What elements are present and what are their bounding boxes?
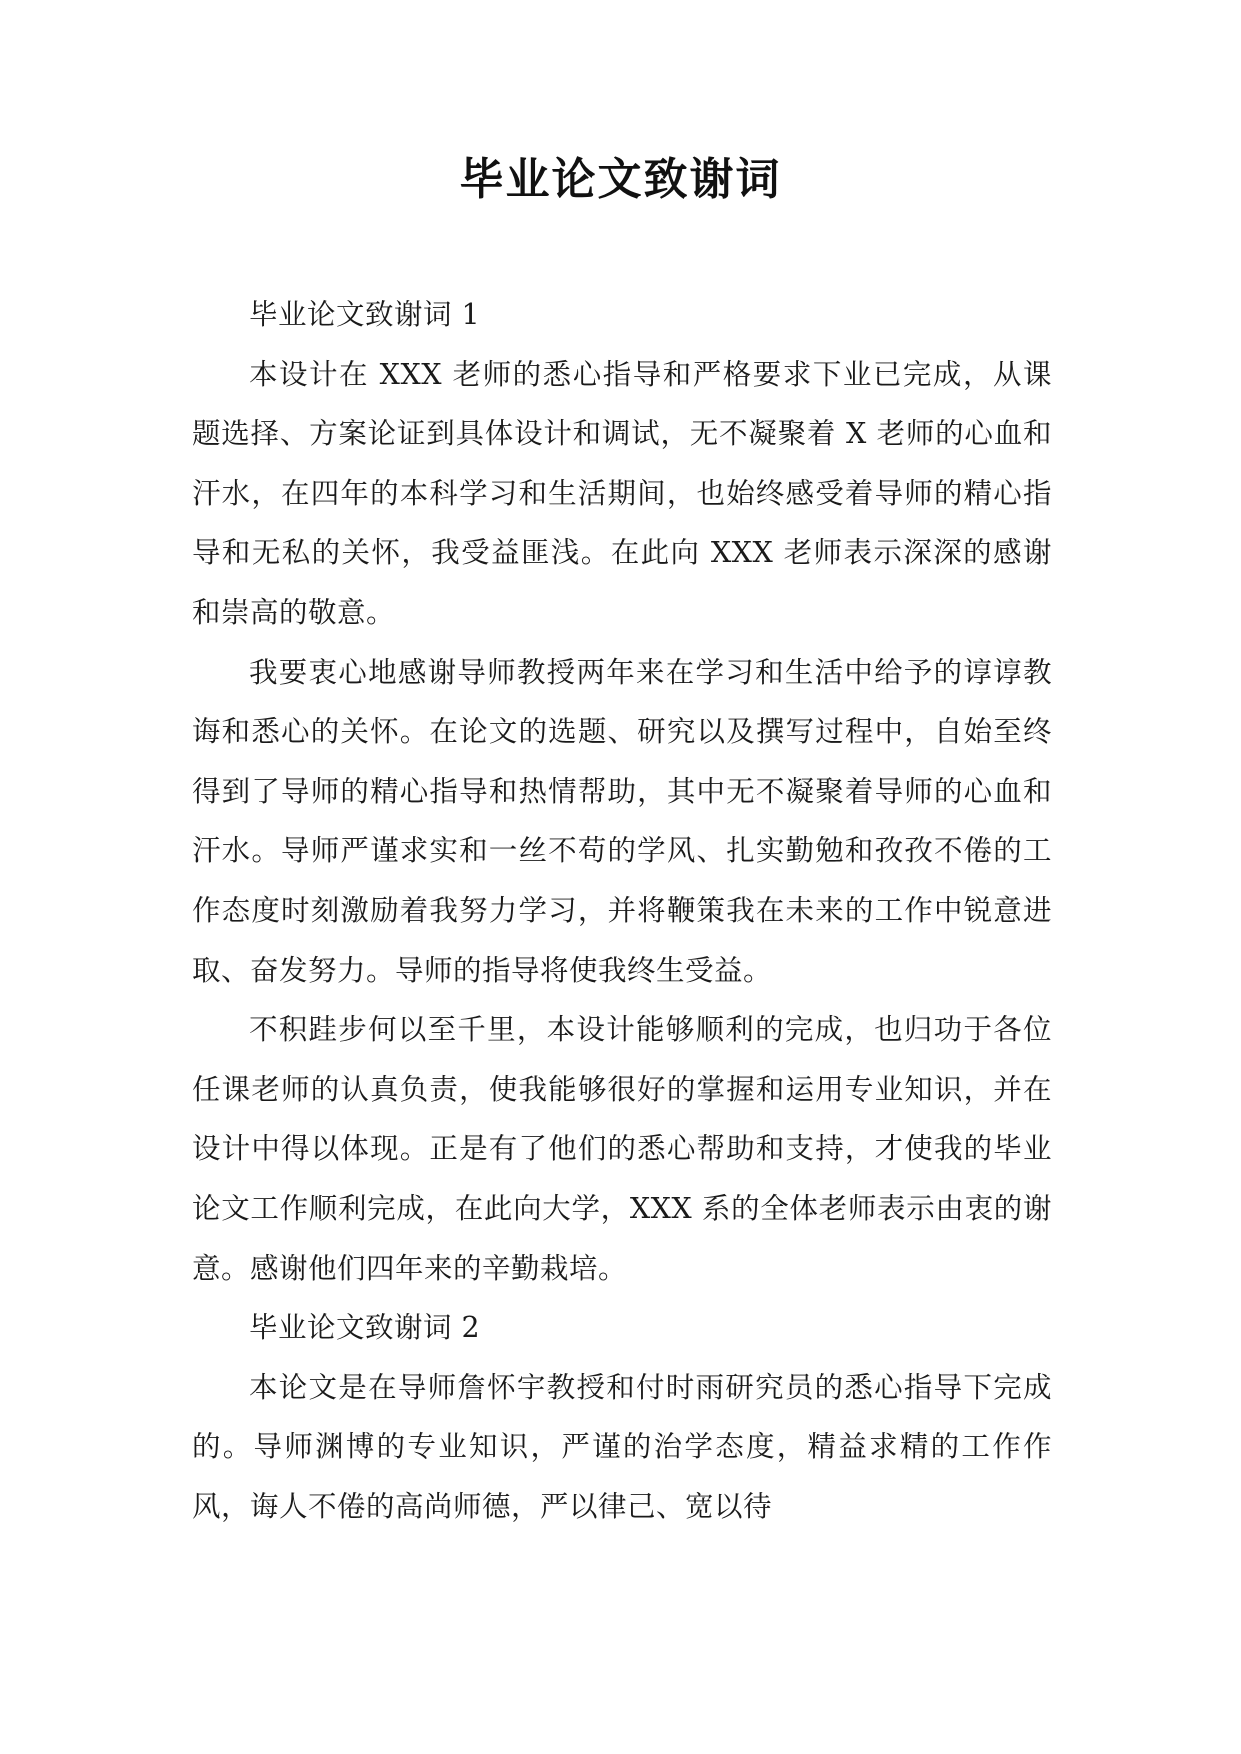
paragraph: 本设计在 XXX 老师的悉心指导和严格要求下业已完成，从课题选择、方案论证到具体设计和调试，无不凝聚着 X 老师的心血和汗水，在四年的本科学习和生活期间，也始终感受着导师的精心指导和无私的关怀，我受益匪浅。在此向 XXX 老师表示深深的感谢和崇高的敬意。 bbox=[192, 357, 1052, 629]
paragraph: 不积跬步何以至千里，本设计能够顺利的完成，也归功于各位任课老师的认真负责，使我能够很好的掌握和运用专业知识，并在设计中得以体现。正是有了他们的悉心帮助和支持，才使我的毕业论文工作顺利完成，在此向大学，XXX 系的全体老师表示由衷的谢意。感谢他们四年来的辛勤栽培。 bbox=[192, 1013, 1052, 1285]
document-title: 毕业论文致谢词 bbox=[459, 154, 782, 205]
section-heading-1: 毕业论文致谢词 1 bbox=[249, 298, 481, 331]
section-heading-2: 毕业论文致谢词 2 bbox=[249, 1311, 481, 1345]
paragraph: 本论文是在导师詹怀宇教授和付时雨研究员的悉心指导下完成的。导师渊博的专业知识，严谨的治学态度，精益求精的工作作风，诲人不倦的高尚师德，严以律己、宽以待 bbox=[192, 1370, 1052, 1523]
paragraph: 我要衷心地感谢导师教授两年来在学习和生活中给予的谆谆教诲和悉心的关怀。在论文的选题、研究以及撰写过程中，自始至终得到了导师的精心指导和热情帮助，其中无不凝聚着导师的心血和汗水。导师严谨求实和一丝不苟的学风、扎实勤勉和孜孜不倦的工作态度时刻激励着我努力学习，并将鞭策我在未来的工作中锐意进取、奋发努力。导师的指导将使我终生受益。 bbox=[192, 655, 1052, 987]
document-body bbox=[192, 285, 1052, 1536]
